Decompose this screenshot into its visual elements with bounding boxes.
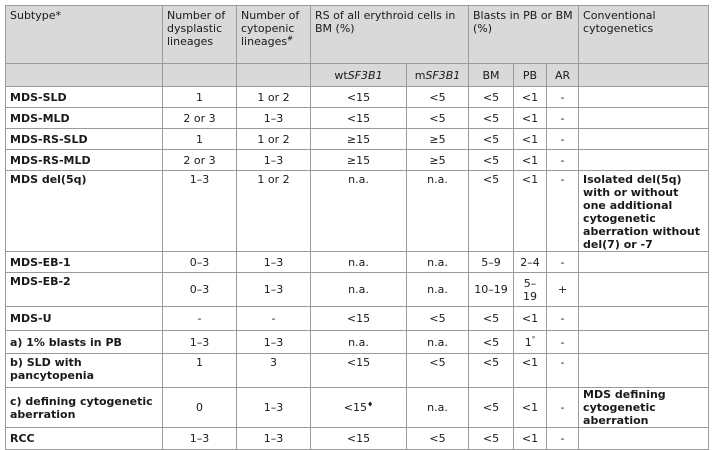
cell-ar: - <box>547 108 579 129</box>
cell-ar: - <box>547 331 579 354</box>
table-row <box>6 354 709 388</box>
cell-cytogenetics <box>579 307 709 331</box>
cell-subtype: MDS-RS-MLD <box>6 150 163 171</box>
subheader-pb: PB <box>514 64 547 87</box>
cell-bm: 10–19 <box>469 273 514 307</box>
cell-pb: 5–19 <box>514 273 547 307</box>
cell-bm: <5 <box>469 171 514 252</box>
cell-m-sf3b1: <5 <box>407 354 469 388</box>
cell-m-sf3b1: <5 <box>407 307 469 331</box>
cell-subtype: MDS del(5q) <box>6 171 163 252</box>
header-blasts: Blasts in PB or BM (%) <box>469 6 579 64</box>
cell-wt-value: <15 <box>343 401 367 414</box>
cell-cytopenic: 1–3 <box>237 273 311 307</box>
cell-cytopenic: 1 or 2 <box>237 129 311 150</box>
cell-dysplastic: 1–3 <box>163 331 237 354</box>
cell-dysplastic: 0–3 <box>163 273 237 307</box>
cell-cytogenetics: MDS defining cytogenetic aberration <box>579 388 709 428</box>
cell-cytopenic: 1 or 2 <box>237 171 311 252</box>
cell-cytogenetics <box>579 129 709 150</box>
table-row <box>6 87 709 108</box>
cell-cytopenic: 1–3 <box>237 150 311 171</box>
wt-gene: SF3B1 <box>347 68 383 82</box>
cell-bm: 5–9 <box>469 252 514 273</box>
cell-m-sf3b1: n.a. <box>407 331 469 354</box>
cell-subtype: MDS-SLD <box>6 87 163 108</box>
cell-ar: - <box>547 307 579 331</box>
cell-dysplastic: 0 <box>163 388 237 428</box>
cell-dysplastic: 0–3 <box>163 252 237 273</box>
cell-ar: - <box>547 252 579 273</box>
cell-bm: <5 <box>469 331 514 354</box>
cell-cytopenic: 1–3 <box>237 331 311 354</box>
subheader-empty <box>6 64 163 87</box>
cell-m-sf3b1: ≥5 <box>407 129 469 150</box>
cell-pb: 2–4 <box>514 252 547 273</box>
cell-cytogenetics <box>579 428 709 450</box>
cell-wt-sf3b1: ≥15 <box>311 129 407 150</box>
cell-subtype: MDS-EB-1 <box>6 252 163 273</box>
cell-subtype: b) SLD with pancytopenia <box>6 354 163 388</box>
cell-m-sf3b1: n.a. <box>407 273 469 307</box>
m-gene: SF3B1 <box>425 68 461 82</box>
cell-wt-mark: ♦ <box>366 400 374 409</box>
table-row <box>6 388 709 428</box>
cell-dysplastic: 1 <box>163 129 237 150</box>
cell-bm: <5 <box>469 388 514 428</box>
cell-pb: <1 <box>514 388 547 428</box>
wt-prefix: wt <box>334 68 348 82</box>
cell-bm: <5 <box>469 150 514 171</box>
cell-dysplastic: 1 <box>163 87 237 108</box>
cell-subtype: MDS-RS-SLD <box>6 129 163 150</box>
cell-bm: <5 <box>469 129 514 150</box>
cell-cytopenic: 1 or 2 <box>237 87 311 108</box>
cell-wt-sf3b1 <box>311 388 407 428</box>
cell-pb: <1 <box>514 171 547 252</box>
cell-cytogenetics <box>579 331 709 354</box>
cell-cytopenic: 1–3 <box>237 108 311 129</box>
cell-m-sf3b1: <5 <box>407 428 469 450</box>
cell-subtype: a) 1% blasts in PB <box>6 331 163 354</box>
header-ring-sideroblasts: RS of all erythroid cells in BM (%) <box>311 6 469 64</box>
cell-dysplastic: 2 or 3 <box>163 150 237 171</box>
cell-ar: - <box>547 150 579 171</box>
header-dysplastic-lineages: Number of dysplastic lineages <box>163 6 237 64</box>
mds-classification-table-container <box>5 5 708 450</box>
subheader-ar: AR <box>547 64 579 87</box>
cell-cytogenetics <box>579 150 709 171</box>
cell-ar: - <box>547 388 579 428</box>
subheader-empty <box>237 64 311 87</box>
cell-cytopenic: 1–3 <box>237 428 311 450</box>
cell-pb: <1 <box>514 87 547 108</box>
cell-m-sf3b1: <5 <box>407 87 469 108</box>
cell-cytogenetics: Isolated del(5q) with or without one additional cytogenetic aberration without del(7) or -7 <box>579 171 709 252</box>
cell-bm: <5 <box>469 354 514 388</box>
cell-cytopenic: 1–3 <box>237 388 311 428</box>
cell-subtype: MDS-U <box>6 307 163 331</box>
cell-pb: <1 <box>514 354 547 388</box>
cell-ar: - <box>547 171 579 252</box>
cell-cytogenetics <box>579 273 709 307</box>
cell-ar: - <box>547 87 579 108</box>
cell-m-sf3b1: n.a. <box>407 252 469 273</box>
cell-cytogenetics <box>579 108 709 129</box>
table-row <box>6 108 709 129</box>
subheader-row <box>6 64 709 87</box>
header-cytopenic-text: Number of cytopenic lineages <box>241 9 300 48</box>
cell-bm: <5 <box>469 108 514 129</box>
cell-cytogenetics <box>579 87 709 108</box>
table-row <box>6 428 709 450</box>
cell-wt-sf3b1: <15 <box>311 428 407 450</box>
cell-wt-sf3b1: <15 <box>311 108 407 129</box>
cell-dysplastic: 1–3 <box>163 428 237 450</box>
table-row <box>6 150 709 171</box>
header-cytopenic-lineages <box>237 6 311 64</box>
cell-subtype: c) defining cytogenetic aberration <box>6 388 163 428</box>
subheader-empty <box>579 64 709 87</box>
subheader-wt-sf3b1 <box>311 64 407 87</box>
mds-classification-table <box>5 5 709 450</box>
cell-cytopenic: 1–3 <box>237 252 311 273</box>
table-row <box>6 171 709 252</box>
cell-wt-sf3b1: n.a. <box>311 273 407 307</box>
cell-pb: <1 <box>514 108 547 129</box>
cell-pb: <1 <box>514 129 547 150</box>
header-row <box>6 6 709 64</box>
cell-wt-sf3b1: ≥15 <box>311 150 407 171</box>
cell-m-sf3b1: n.a. <box>407 171 469 252</box>
cell-bm: <5 <box>469 428 514 450</box>
table-row <box>6 307 709 331</box>
cell-pb: <1 <box>514 428 547 450</box>
cell-wt-sf3b1: <15 <box>311 354 407 388</box>
cell-cytopenic: 3 <box>237 354 311 388</box>
table-row <box>6 252 709 273</box>
cell-bm: <5 <box>469 87 514 108</box>
cell-pb-mark: ° <box>531 334 536 343</box>
cell-dysplastic: - <box>163 307 237 331</box>
cell-wt-sf3b1: n.a. <box>311 171 407 252</box>
cell-subtype: RCC <box>6 428 163 450</box>
cell-wt-sf3b1: <15 <box>311 307 407 331</box>
cell-ar: - <box>547 354 579 388</box>
table-row <box>6 331 709 354</box>
cell-cytogenetics <box>579 252 709 273</box>
cell-wt-sf3b1: n.a. <box>311 331 407 354</box>
cell-ar: - <box>547 428 579 450</box>
subheader-empty <box>163 64 237 87</box>
cell-cytopenic: - <box>237 307 311 331</box>
cell-pb: <1 <box>514 307 547 331</box>
table-row <box>6 129 709 150</box>
cell-m-sf3b1: ≥5 <box>407 150 469 171</box>
cell-ar: + <box>547 273 579 307</box>
cell-cytogenetics <box>579 354 709 388</box>
cell-subtype: MDS-EB-2 <box>6 273 163 307</box>
header-conventional-cytogenetics: Conventional cytogenetics <box>579 6 709 64</box>
cell-pb: <1 <box>514 150 547 171</box>
cell-dysplastic: 1 <box>163 354 237 388</box>
m-prefix: m <box>414 68 426 82</box>
cell-subtype: MDS-MLD <box>6 108 163 129</box>
cell-dysplastic: 1–3 <box>163 171 237 252</box>
table-row <box>6 273 709 307</box>
cell-wt-sf3b1: n.a. <box>311 252 407 273</box>
header-cytopenic-mark: # <box>287 34 293 43</box>
cell-pb-value: 1 <box>524 335 532 349</box>
subheader-bm: BM <box>469 64 514 87</box>
cell-pb <box>514 331 547 354</box>
cell-dysplastic: 2 or 3 <box>163 108 237 129</box>
cell-m-sf3b1: n.a. <box>407 388 469 428</box>
cell-ar: - <box>547 129 579 150</box>
cell-wt-sf3b1: <15 <box>311 87 407 108</box>
cell-m-sf3b1: <5 <box>407 108 469 129</box>
cell-bm: <5 <box>469 307 514 331</box>
subheader-m-sf3b1 <box>407 64 469 87</box>
header-subtype: Subtype* <box>6 6 163 64</box>
